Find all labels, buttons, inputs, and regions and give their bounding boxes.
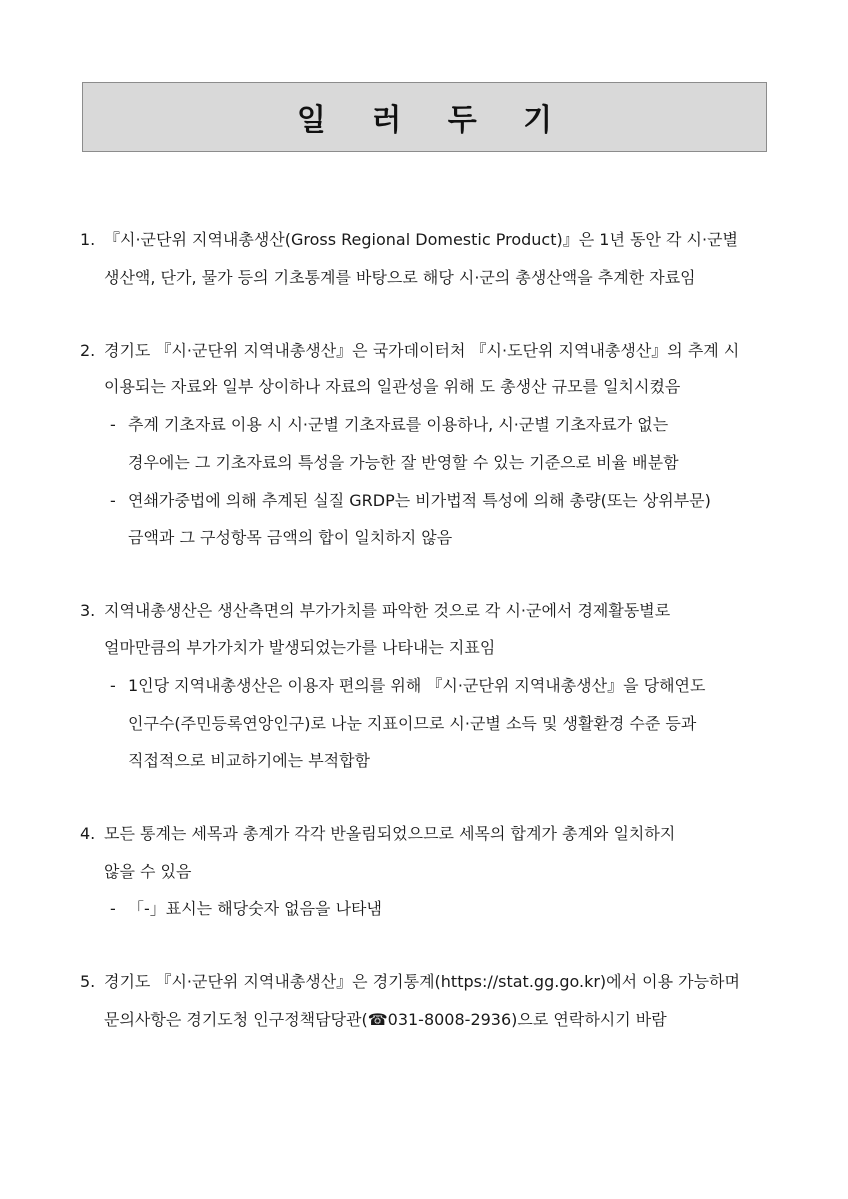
item-line: 경기도 『시·군단위 지역내총생산』은 국가데이터처 『시·도단위 지역내총생산』의 추계 시	[104, 341, 740, 360]
sub-item-line: 인구수(주민등록연앙인구)로 나눈 지표이므로 시·군별 소득 및 생활환경 수준 등과	[128, 714, 697, 733]
page-title: 일 러 두 기	[296, 103, 571, 138]
sub-item-line: 추계 기초자료 이용 시 시·군별 기초자료를 이용하나, 시·군별 기초자료가 없는	[128, 415, 669, 434]
sub-item-dash: -	[110, 676, 116, 695]
item-line: 지역내총생산은 생산측면의 부가가치를 파악한 것으로 각 시·군에서 경제활동별로	[104, 601, 671, 620]
sub-item-line: 1인당 지역내총생산은 이용자 편의를 위해 『시·군단위 지역내총생산』을 당해연도	[128, 676, 706, 695]
sub-item-dash: -	[110, 415, 116, 434]
item-number: 3.	[80, 601, 96, 620]
item-number: 2.	[80, 341, 96, 360]
item-number: 5.	[80, 972, 96, 991]
item-line: 않을 수 있음	[104, 862, 192, 881]
sub-item-line: 직접적으로 비교하기에는 부적합함	[128, 751, 371, 770]
item-line: 경기도 『시·군단위 지역내총생산』은 경기통계(https://stat.gg.go.kr)에서 이용 가능하며	[104, 972, 740, 991]
item-line: 이용되는 자료와 일부 상이하나 자료의 일관성을 위해 도 총생산 규모를 일치시켰음	[104, 377, 681, 396]
title-box	[82, 82, 767, 152]
sub-item-dash: -	[110, 491, 116, 510]
item-number: 1.	[80, 230, 96, 249]
item-number: 4.	[80, 824, 96, 843]
sub-item-line: 연쇄가중법에 의해 추계된 실질 GRDP는 비가법적 특성에 의해 총량(또는 상위부문)	[128, 491, 711, 510]
item-line: 문의사항은 경기도청 인구정책담당관(☎031-8008-2936)으로 연락하시기 바람	[104, 1010, 667, 1029]
sub-item-line: 「-」표시는 해당숫자 없음을 나타냄	[128, 899, 382, 918]
item-line: 『시·군단위 지역내총생산(Gross Regional Domestic Product)』은 1년 동안 각 시·군별	[104, 230, 738, 249]
item-line: 모든 통계는 세목과 총계가 각각 반올림되었으므로 세목의 합계가 총계와 일치하지	[104, 824, 676, 843]
item-line: 생산액, 단가, 물가 등의 기초통계를 바탕으로 해당 시·군의 총생산액을 추계한 자료임	[104, 268, 696, 287]
item-line: 얼마만큼의 부가가치가 발생되었는가를 나타내는 지표임	[104, 638, 496, 657]
sub-item-line: 경우에는 그 기초자료의 특성을 가능한 잘 반영할 수 있는 기준으로 비율 배분함	[128, 453, 679, 472]
sub-item-line: 금액과 그 구성항목 금액의 합이 일치하지 않음	[128, 528, 453, 547]
sub-item-dash: -	[110, 899, 116, 918]
